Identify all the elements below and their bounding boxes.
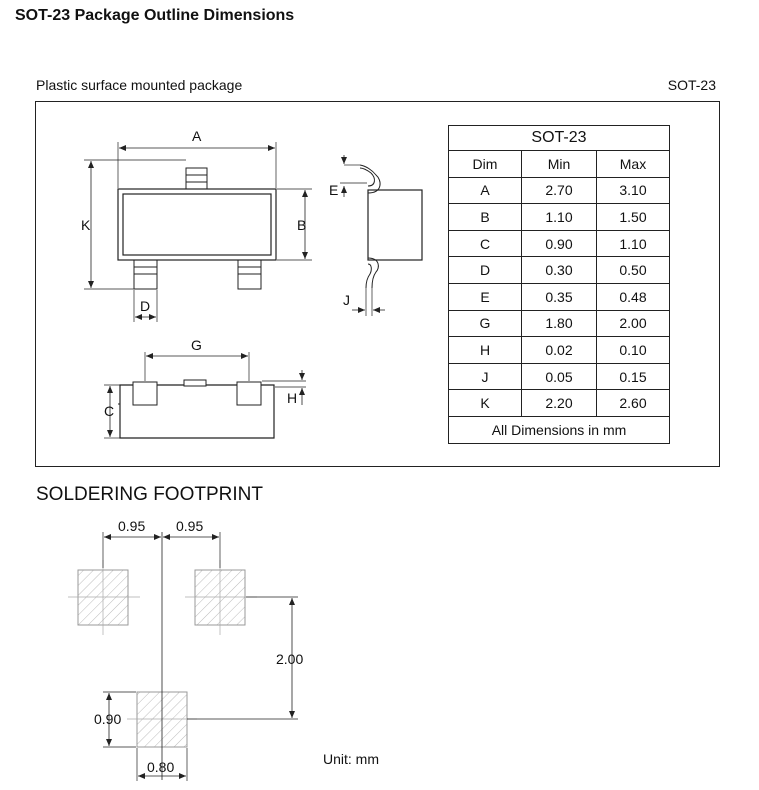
table-cell-min: 0.02 [522,337,597,364]
table-cell-dim: B [449,204,522,231]
table-cell-dim: H [449,337,522,364]
table-cell-max: 1.50 [597,204,670,231]
table-cell-min: 2.20 [522,390,597,417]
table-cell-max: 2.60 [597,390,670,417]
table-row [449,230,670,257]
top-view [84,142,312,322]
table-cell-min: 1.10 [522,204,597,231]
package-description: Plastic surface mounted package [36,77,243,93]
table-cell-min: 0.35 [522,283,597,310]
table-cell-dim: G [449,310,522,337]
footprint-title: SOLDERING FOOTPRINT [36,484,263,505]
table-cell-max: 0.48 [597,283,670,310]
footprint-drawing [68,532,298,781]
table-row [449,177,670,204]
table-cell-max: 0.10 [597,337,670,364]
unit-note: Unit: mm [323,751,379,767]
table-cell-min: 0.90 [522,230,597,257]
footprint-pitch-right: 0.95 [176,518,204,534]
front-lead-1 [133,382,157,405]
package-name: SOT-23 [667,77,716,93]
dimensions-table [448,125,670,444]
front-view [104,352,306,438]
table-header-min: Min [522,151,597,178]
table-row [449,204,670,231]
footprint-pitch-left: 0.95 [118,518,146,534]
table-cell-dim: D [449,257,522,284]
table-row [449,257,670,284]
table-row [449,337,670,364]
front-lead-2 [237,382,261,405]
table-cell-dim: E [449,283,522,310]
table-cell-max: 0.50 [597,257,670,284]
table-row [449,283,670,310]
dim-label-k: K [81,217,91,233]
page-title: SOT-23 Package Outline Dimensions [15,7,295,24]
table-footer: All Dimensions in mm [449,416,670,443]
table-header-dim: Dim [449,151,522,178]
table-cell-max: 0.15 [597,363,670,390]
table-cell-min: 1.80 [522,310,597,337]
table-cell-dim: K [449,390,522,417]
dim-label-e: E [329,182,339,198]
dim-label-h: H [287,390,298,406]
dim-label-c: C [104,403,115,419]
table-header-row [449,151,670,178]
table-cell-max: 1.10 [597,230,670,257]
table-row [449,390,670,417]
dim-label-a: A [192,128,202,144]
footprint-pad-height: 0.90 [94,711,122,727]
dim-label-b: B [297,217,307,233]
table-cell-max: 3.10 [597,177,670,204]
footprint-pad-width: 0.80 [147,759,175,775]
table-footer-row [449,416,670,443]
table-cell-min: 0.30 [522,257,597,284]
table-title: SOT-23 [449,126,670,151]
table-row [449,310,670,337]
table-header-max: Max [597,151,670,178]
table-cell-dim: J [449,363,522,390]
dim-label-g: G [191,337,202,353]
table-cell-min: 2.70 [522,177,597,204]
side-view [340,155,422,316]
dim-label-j: J [343,292,350,308]
table-cell-dim: C [449,230,522,257]
table-cell-min: 0.05 [522,363,597,390]
table-title-row [449,126,670,151]
table-row [449,363,670,390]
dim-label-d: D [140,298,151,314]
table-cell-max: 2.00 [597,310,670,337]
top-lead-3 [186,168,207,189]
footprint-height: 2.00 [276,651,304,667]
table-cell-dim: A [449,177,522,204]
